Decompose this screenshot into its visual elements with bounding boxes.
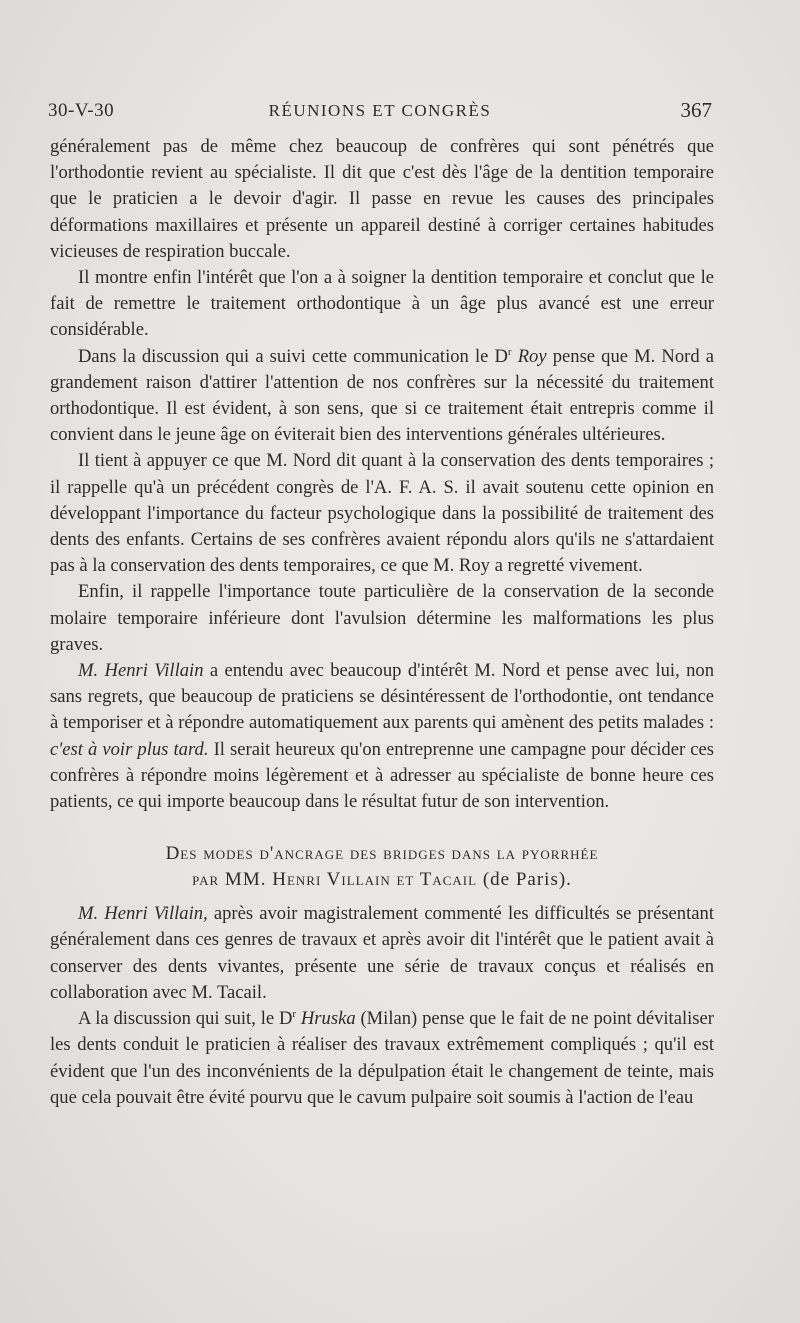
section-heading — [50, 841, 714, 893]
paragraph-8: A la discussion qui suit, le $D^r$ Hruska (Milan) pense que le fait de ne point dévitaliser les dents conduit le praticien à réaliser des travaux extrêmement compliqués ; qu'il est évident que l'un des inconvénients de la dépulpation était le changement de teinte, mais que cela pouvait être évité pourvu que le cavum pulpaire soit soumis à l'action de l'eau — [50, 1008, 714, 1108]
body-text — [50, 134, 714, 1111]
issue-date: 30-V-30 — [48, 100, 115, 121]
paragraph-5: Enfin, il rappelle l'importance toute particulière de la conservation de la seconde molaire temporaire inférieure dont l'avulsion détermine les malformations les plus graves. — [50, 581, 714, 655]
running-header — [48, 96, 712, 132]
paragraph-3: Dans la discussion qui a suivi cette communication le $D^r$ Roy pense que M. Nord a grandement raison d'attirer l'attention de nos confrères sur la nécessité du traitement orthodontique. Il est évident, à son sens, que si ce traitement était entrepris comme il convient dans le jeune âge on éviterait bien des interventions générales ultérieures. — [50, 345, 714, 446]
paragraph-4: Il tient à appuyer ce que M. Nord dit quant à la conservation des dents temporaires ; il rappelle qu'à un précédent congrès de l'A. F. A. S. il avait soutenu cette opinion en développant l'importance du facteur psychologique dans la possibilité de traitement des dents des enfants. Certains de ses confrères avaient répondu alors qu'ils ne s'attardaient pas à la conservation des dents temporaires, ce que M. Roy a regretté vivement. — [50, 450, 714, 577]
paragraph-1: généralement pas de même chez beaucoup de confrères qui sont pénétrés que l'orthodontie revient au spécialiste. Il dit que c'est dès l'âge de la dentition temporaire que le praticien a le devoir d'agir. Il passe en revue les causes des principales déformations maxillaires et présente un appareil destiné à corriger certaines habitudes vicieuses de respiration buccale. — [50, 136, 714, 262]
section-heading-line-1: Des modes d'ancrage des bridges dans la pyorrhée — [165, 843, 599, 865]
quoted-phrase: c'est à voir plus tard. — [50, 738, 209, 760]
paragraph-6: M. Henri Villain a entendu avec beaucoup d'intérêt M. Nord et pense avec lui, non sans regrets, que beaucoup de praticiens se désintéressent de l'orthodontie, ont tendance à temporiser et à répondre automatiquement aux parents qui amènent des petits malades : c'est à voir plus tard. Il serait heureux qu'on entreprenne une campagne pour décider ces confrères à répondre moins légèrement et à adresser au spécialiste de bonne heure ces patients, ce qui importe beaucoup dans le résultat futur de son intervention. — [50, 660, 714, 813]
section-heading-line-2: par MM. Henri Villain et Tacail (de Paris). — [192, 869, 572, 891]
speaker-name: Hruska — [296, 1008, 356, 1030]
speaker-name: M. Henri Villain, — [78, 903, 208, 925]
paragraph-2: Il montre enfin l'intérêt que l'on a à soigner la dentition temporaire et conclut que le fait de remettre le traitement orthodontique à un âge plus avancé est une erreur considérable. — [50, 267, 714, 341]
section-title: RÉUNIONS ET CONGRÈS — [268, 101, 492, 120]
paragraph-7: M. Henri Villain, après avoir magistralement commenté les difficultés se présentant généralement dans ces genres de travaux et après avoir dit l'intérêt que le patient avait à conserver des dents vivantes, présente une série de travaux conçus et réalisés en collaboration avec M. Tacail. — [50, 903, 714, 1003]
page-number: 367 — [680, 98, 712, 122]
speaker-name: Roy — [511, 345, 547, 367]
speaker-name: M. Henri Villain — [78, 660, 204, 682]
